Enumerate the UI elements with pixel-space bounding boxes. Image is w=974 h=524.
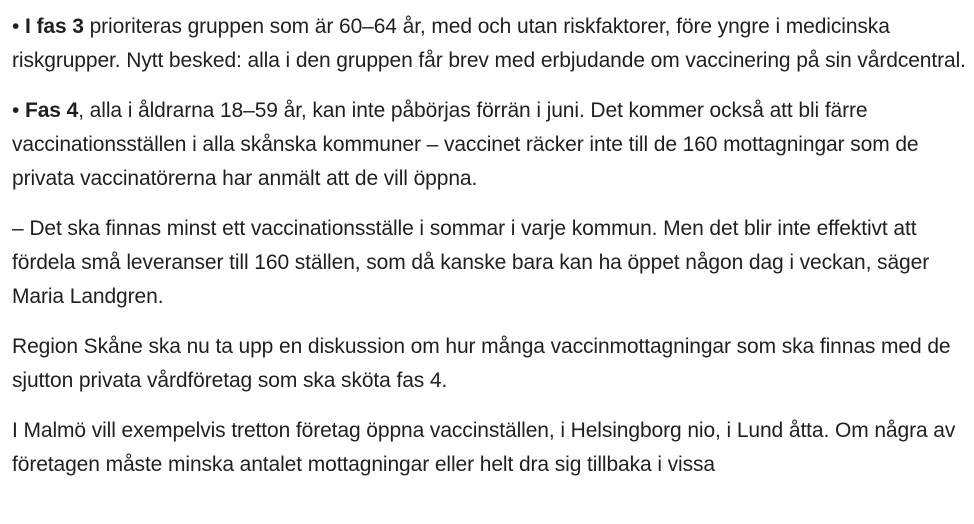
paragraph-quote — [12, 212, 967, 314]
paragraph-text: Region Skåne ska nu ta upp en diskussion om hur många vaccinmottagningar som ska finnas med de sjutton privata vårdföretag som ska sköta fas 4. — [12, 335, 951, 392]
phase-label: Fas 4 — [25, 99, 79, 122]
bullet-marker: • — [12, 99, 25, 122]
paragraph-fas-4 — [12, 94, 967, 196]
paragraph-text: prioriteras gruppen som är 60–64 år, med och utan riskfaktorer, före yngre i medicinska riskgrupper. Nytt besked: alla i den gruppen får brev med erbjudande om vaccinering på sin vårdcentral. — [12, 15, 966, 72]
article-body — [12, 10, 967, 498]
paragraph-text: , alla i åldrarna 18–59 år, kan inte påbörjas förrän i juni. Det kommer också att bli färre vaccinationsställen i alla skånska kommuner – vaccinet räcker inte till de 160 mottagningar som de privata vaccinatörerna har anmält att de vill öppna. — [12, 99, 919, 190]
phase-label: I fas 3 — [25, 15, 84, 38]
paragraph-text: – Det ska finnas minst ett vaccinationsställe i sommar i varje kommun. Men det blir inte effektivt att fördela små leveranser till 160 ställen, som då kanske bara kan ha öppet någon dag i veckan, säger Maria Landgren. — [12, 217, 930, 308]
paragraph-region — [12, 330, 967, 398]
paragraph-fas-3 — [12, 10, 967, 78]
paragraph-malmo — [12, 414, 967, 482]
bullet-marker: • — [12, 15, 25, 38]
paragraph-text: I Malmö vill exempelvis tretton företag öppna vaccinställen, i Helsingborg nio, i Lund åtta. Om några av företagen måste minska antalet mottagningar eller helt dra sig tillbaka i vissa — [12, 419, 956, 476]
